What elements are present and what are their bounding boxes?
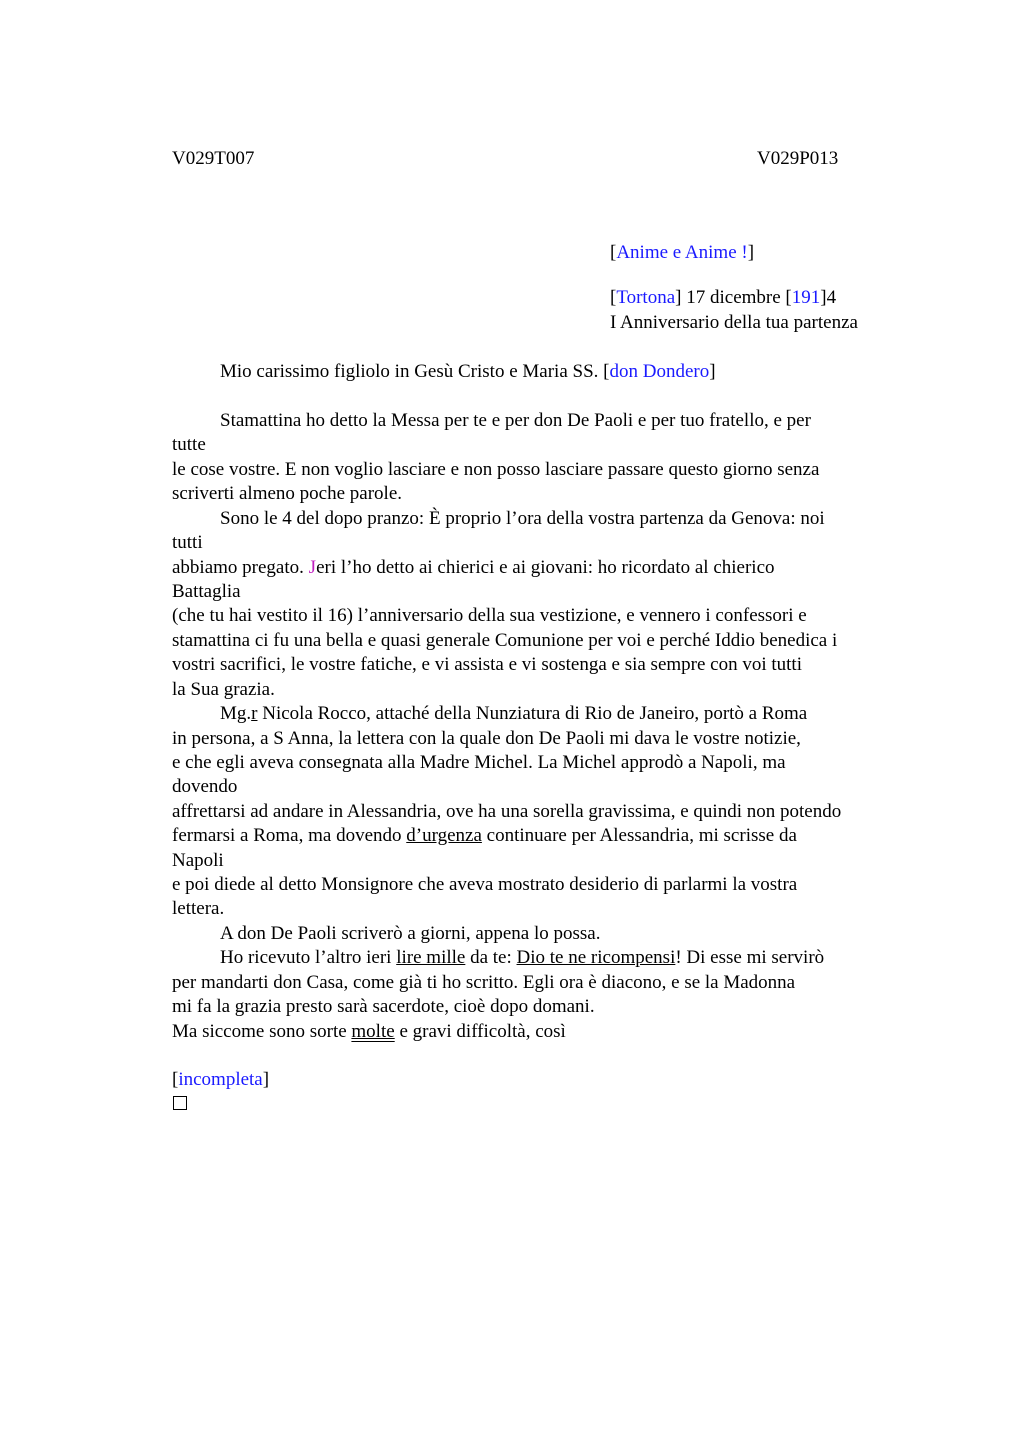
body-line: Sono le 4 del dopo pranzo: È proprio l’ora della vostra partenza da Genova: noi [220,508,825,529]
body-line: le cose vostre. E non voglio lasciare e non posso lasciare passare questo giorno senza [172,459,820,480]
underlined-text: lire mille [396,947,466,968]
body-line: per mandarti don Casa, come già ti ho scritto. Egli ora è diacono, e se la Madonna [172,972,796,993]
body-line: (che tu hai vestito il 16) l’anniversario della sua vestizione, e vennero i confessori e [172,605,807,626]
body-line [220,946,824,970]
body-text: Ho ricevuto l’altro ieri [220,947,397,968]
body-text: da te: [465,947,517,968]
double-underlined-text: molte [351,1021,395,1042]
body-line [220,702,807,726]
body-line [172,1020,566,1044]
body-text: Ma siccome sono sorte [172,1021,352,1042]
body-text: ! Di esse mi servirò [675,947,825,968]
body-line: A don De Paoli scriverò a giorni, appena lo possa. [220,923,601,944]
body-text: abbiamo pregato. [172,557,309,578]
body-line: tutti [172,532,203,553]
date-text: 17 dicembre [686,287,781,308]
incomplete-note: [incompleta] [172,1069,270,1090]
year-suffix: 4 [826,287,837,308]
body-text: eri l’ho detto ai chierici e ai giovani: ho ricordato al chierico [316,557,775,578]
year-prefix: 191 [791,287,821,308]
body-line: dovendo [172,776,238,797]
body-text: continuare per Alessandria, mi scrisse da [481,825,797,846]
end-square-icon [173,1096,187,1110]
recipient-name: don Dondero [609,361,710,382]
title-text: Anime e Anime ! [616,242,748,263]
body-line [172,824,797,848]
body-line: in persona, a S Anna, la lettera con la quale don De Paoli mi dava le vostre notizie, [172,728,801,749]
body-text: e gravi difficoltà, così [394,1021,566,1042]
body-line: la Sua grazia. [172,679,275,700]
body-line: Battaglia [172,581,241,602]
body-line: Napoli [172,850,224,871]
incomplete-text: incompleta [178,1069,263,1090]
letter-date: [Tortona] 17 dicembre [191]4 [610,287,837,308]
body-text: Mg. [220,703,252,724]
anniversary-line: I Anniversario della tua partenza [610,312,858,333]
body-line: mi fa la grazia presto sarà sacerdote, cioè dopo domani. [172,996,595,1017]
body-line: e poi diede al detto Monsignore che aveva mostrato desiderio di parlarmi la vostra [172,874,798,895]
corrected-letter: J [308,557,317,578]
salutation: Mio carissimo figliolo in Gesù Cristo e Maria SS. [don Dondero] [220,361,716,382]
body-text: fermarsi a Roma, ma dovendo [172,825,407,846]
body-line: vostri sacrifici, le vostre fatiche, e vi assista e vi sostenga e sia sempre con voi tutti [172,654,802,675]
place-text: Tortona [616,287,676,308]
body-line: tutte [172,434,206,455]
body-line: stamattina ci fu una bella e quasi generale Comunione per voi e perché Iddio benedica i [172,630,838,651]
body-line: Stamattina ho detto la Messa per te e per don De Paoli e per tuo fratello, e per [220,410,811,431]
document-code-left: V029T007 [172,148,255,169]
document-code-right: V029P013 [757,148,839,169]
letter-title: [Anime e Anime !] [610,242,755,263]
underlined-text: Dio te ne ricompensi [516,947,676,968]
body-line: lettera. [172,898,225,919]
body-line: e che egli aveva consegnata alla Madre Michel. La Michel approdò a Napoli, ma [172,752,786,773]
salutation-text: Mio carissimo figliolo in Gesù Cristo e Maria SS. [220,361,599,382]
underlined-text: r [251,703,258,724]
body-line [172,556,775,580]
body-text: Nicola Rocco, attaché della Nunziatura di Rio de Janeiro, portò a Roma [257,703,808,724]
body-line: scriverti almeno poche parole. [172,483,403,504]
underlined-text: d’urgenza [406,825,482,846]
body-line: affrettarsi ad andare in Alessandria, ove ha una sorella gravissima, e quindi non potendo [172,801,842,822]
